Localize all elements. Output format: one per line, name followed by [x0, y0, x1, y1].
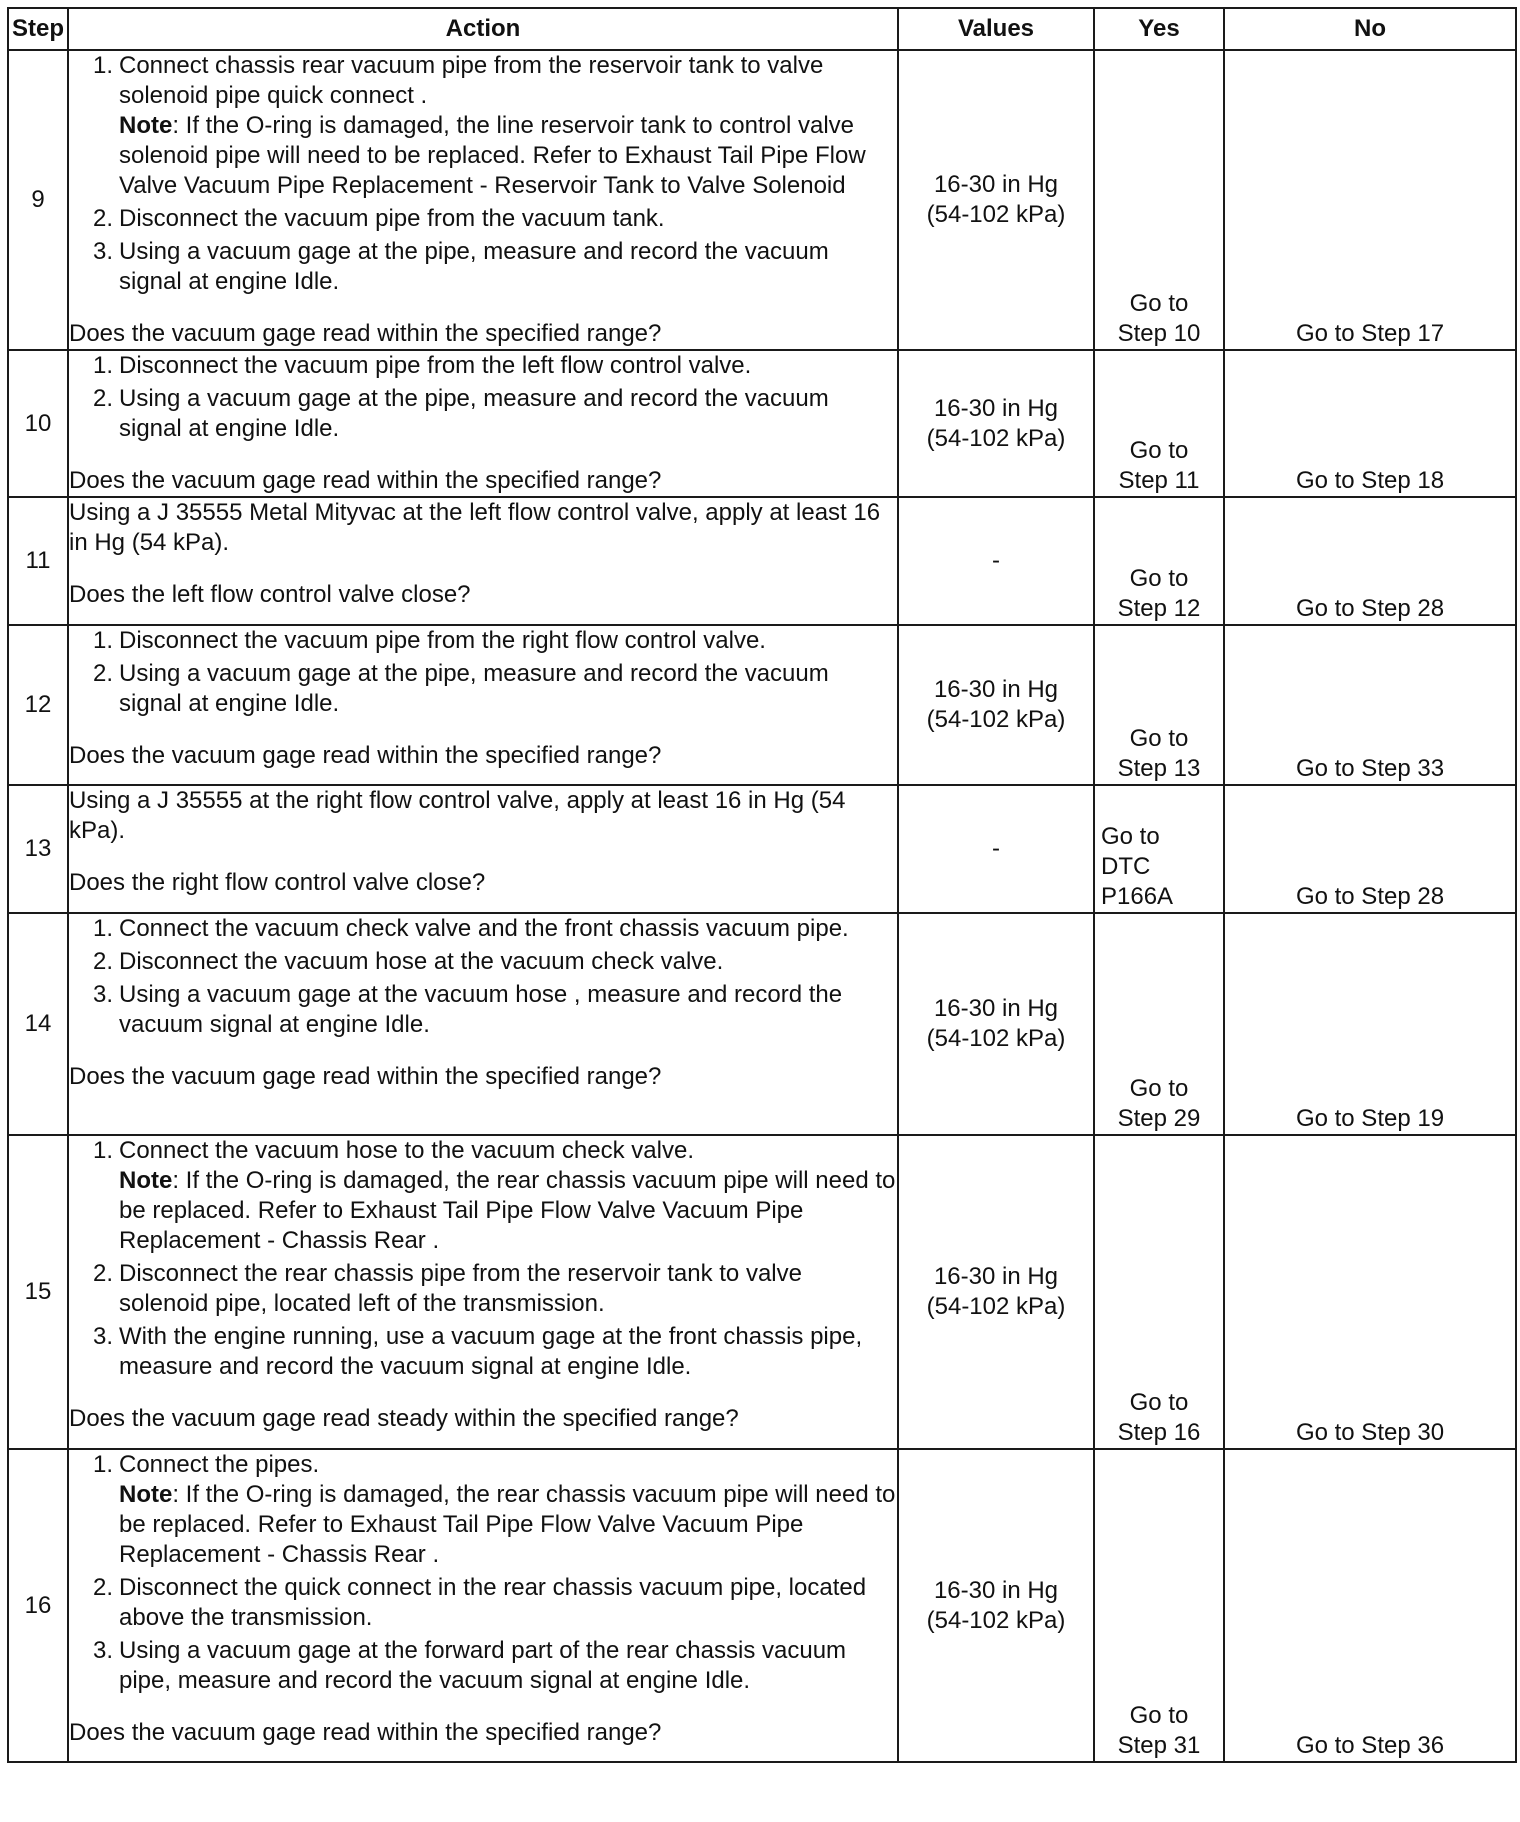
item-number: 1. — [92, 627, 113, 654]
note — [119, 1480, 897, 1570]
question: Does the vacuum gage read steady within the specified range? — [69, 1405, 739, 1432]
values-cell — [898, 913, 1094, 1135]
action-list — [69, 1136, 897, 1382]
action-item — [69, 914, 897, 944]
action-cell — [68, 350, 898, 497]
question: Does the vacuum gage read within the specified range? — [69, 467, 662, 494]
table-row-step-12 — [8, 625, 1516, 785]
no-cell: Go to Step 30 — [1224, 1135, 1516, 1449]
value-range: - — [992, 547, 1000, 574]
header-values: Values — [898, 8, 1094, 50]
action-item — [69, 1450, 897, 1570]
item-number: 1. — [92, 52, 113, 79]
table-row-step-16 — [8, 1449, 1516, 1762]
item-number: 2. — [92, 385, 113, 412]
item-number: 1. — [92, 915, 113, 942]
no-cell: Go to Step 28 — [1224, 497, 1516, 625]
yes-target: Step 11 — [1118, 467, 1200, 494]
question: Does the left flow control valve close? — [69, 581, 471, 608]
action-item — [69, 1322, 897, 1382]
step-number: 10 — [8, 350, 68, 497]
item-number: 1. — [92, 352, 113, 379]
table-row-step-10 — [8, 350, 1516, 497]
table-row-step-14 — [8, 913, 1516, 1135]
yes-target-code: P166A — [1101, 883, 1174, 910]
step-number: 16 — [8, 1449, 68, 1762]
action-item — [69, 51, 897, 201]
step-number: 9 — [8, 50, 68, 350]
item-number: 2. — [92, 205, 113, 232]
action-cell — [68, 497, 898, 625]
item-text: Connect the vacuum hose to the vacuum check valve. — [119, 1137, 694, 1164]
action-list — [69, 626, 897, 719]
yes-goto: Go to — [1129, 1389, 1189, 1416]
diagnostic-steps-table — [7, 7, 1517, 1763]
action-item — [69, 1636, 897, 1696]
item-text: Using a vacuum gage at the pipe, measure and record the vacuum signal at engine Idle. — [119, 238, 829, 295]
action-item — [69, 980, 897, 1040]
value-range-metric: (54-102 kPa) — [926, 1293, 1066, 1320]
header-action: Action — [68, 8, 898, 50]
value-range-metric: (54-102 kPa) — [926, 1606, 1066, 1634]
question: Does the vacuum gage read within the specified range? — [69, 1719, 662, 1746]
values-cell — [898, 1449, 1094, 1762]
note-label: Note — [119, 112, 173, 139]
no-cell: Go to Step 33 — [1224, 625, 1516, 785]
item-number: 3. — [92, 981, 113, 1008]
action-text: Using a J 35555 at the right flow control valve, apply at least 16 in Hg (54 kPa). — [69, 787, 846, 844]
no-cell: Go to Step 18 — [1224, 350, 1516, 497]
note-text: : If the O-ring is damaged, the line reservoir tank to control valve solenoid pipe will need to be replaced. Refer to Exhaust Tail Pipe Flow Valve Vacuum Pipe Replacement - Reservoir Tank to Valve Solenoid — [119, 112, 866, 199]
action-item — [69, 947, 897, 977]
yes-target: Step 10 — [1117, 320, 1201, 347]
values-cell — [898, 50, 1094, 350]
header-row — [8, 8, 1516, 50]
question: Does the vacuum gage read within the specified range? — [69, 1063, 662, 1090]
yes-goto: Go to — [1129, 290, 1189, 317]
item-text: Disconnect the vacuum pipe from the vacuum tank. — [119, 205, 665, 232]
item-text: Disconnect the rear chassis pipe from the reservoir tank to valve solenoid pipe, located left of the transmission. — [119, 1260, 802, 1317]
yes-cell — [1094, 50, 1224, 350]
value-range-metric: (54-102 kPa) — [926, 201, 1066, 228]
value-range-metric: (54-102 kPa) — [926, 424, 1066, 452]
note-text: : If the O-ring is damaged, the rear chassis vacuum pipe will need to be replaced. Refer to Exhaust Tail Pipe Flow Valve Vacuum Pipe Replacement - Chassis Rear . — [119, 1481, 896, 1568]
value-range: - — [992, 835, 1000, 862]
yes-target: Step 16 — [1117, 1419, 1201, 1446]
values-cell — [898, 625, 1094, 785]
item-number: 3. — [92, 1637, 113, 1664]
header-step: Step — [8, 8, 68, 50]
note — [119, 111, 897, 201]
item-number: 2. — [92, 1260, 113, 1287]
action-cell — [68, 625, 898, 785]
header-yes: Yes — [1094, 8, 1224, 50]
item-number: 3. — [92, 1323, 113, 1350]
item-text: Connect chassis rear vacuum pipe from the reservoir tank to valve solenoid pipe quick connect . — [119, 52, 824, 109]
item-text: Disconnect the vacuum pipe from the left flow control valve. — [119, 352, 752, 379]
question: Does the vacuum gage read within the specified range? — [69, 742, 662, 769]
action-item — [69, 384, 897, 444]
action-list — [69, 51, 897, 297]
no-cell: Go to Step 36 — [1224, 1449, 1516, 1762]
item-text: Using a vacuum gage at the forward part of the rear chassis vacuum pipe, measure and record the vacuum signal at engine Idle. — [119, 1637, 847, 1694]
item-text: Using a vacuum gage at the vacuum hose , measure and record the vacuum signal at engine Idle. — [119, 981, 843, 1038]
action-list — [69, 351, 897, 444]
value-range: 16-30 in Hg — [933, 676, 1059, 703]
action-cell — [68, 50, 898, 350]
yes-cell — [1094, 350, 1224, 497]
value-range: 16-30 in Hg — [933, 995, 1059, 1022]
table-row-step-9 — [8, 50, 1516, 350]
yes-goto: Go to — [1129, 725, 1189, 752]
action-item — [69, 1259, 897, 1319]
values-cell — [898, 497, 1094, 625]
item-number: 2. — [92, 1574, 113, 1601]
yes-cell — [1094, 497, 1224, 625]
step-number: 14 — [8, 913, 68, 1135]
no-cell: Go to Step 28 — [1224, 785, 1516, 913]
value-range-metric: (54-102 kPa) — [926, 706, 1066, 733]
yes-cell — [1094, 785, 1224, 913]
item-text: Disconnect the vacuum hose at the vacuum check valve. — [119, 948, 724, 975]
step-number: 13 — [8, 785, 68, 913]
yes-target: Step 12 — [1117, 595, 1201, 622]
action-item — [69, 237, 897, 297]
note-label: Note — [119, 1167, 173, 1194]
table-row-step-11 — [8, 497, 1516, 625]
item-number: 2. — [92, 948, 113, 975]
yes-target: Step 31 — [1117, 1732, 1201, 1759]
note — [119, 1166, 897, 1256]
item-text: Connect the vacuum check valve and the front chassis vacuum pipe. — [119, 915, 849, 942]
item-text: Connect the pipes. — [119, 1451, 320, 1478]
step-number: 11 — [8, 497, 68, 625]
action-cell — [68, 913, 898, 1135]
step-number: 12 — [8, 625, 68, 785]
action-item — [69, 351, 897, 381]
action-cell — [68, 785, 898, 913]
yes-goto: Go to — [1101, 823, 1160, 850]
no-cell: Go to Step 17 — [1224, 50, 1516, 350]
table-row-step-15 — [8, 1135, 1516, 1449]
yes-target: DTC — [1101, 853, 1151, 880]
value-range: 16-30 in Hg — [933, 394, 1059, 422]
table-row-step-13 — [8, 785, 1516, 913]
values-cell — [898, 785, 1094, 913]
note-text: : If the O-ring is damaged, the rear chassis vacuum pipe will need to be replaced. Refer to Exhaust Tail Pipe Flow Valve Vacuum Pipe Replacement - Chassis Rear . — [119, 1167, 896, 1254]
item-number: 2. — [92, 660, 113, 687]
yes-goto: Go to — [1129, 437, 1189, 464]
action-text: Using a J 35555 Metal Mityvac at the left flow control valve, apply at least 16 in Hg (54 kPa). — [69, 499, 881, 556]
values-cell — [898, 350, 1094, 497]
item-text: Disconnect the vacuum pipe from the right flow control valve. — [119, 627, 766, 654]
yes-cell — [1094, 1135, 1224, 1449]
values-cell — [898, 1135, 1094, 1449]
action-item — [69, 626, 897, 656]
item-number: 3. — [92, 238, 113, 265]
question: Does the right flow control valve close? — [69, 869, 486, 896]
value-range: 16-30 in Hg — [933, 1263, 1059, 1290]
header-no: No — [1224, 8, 1516, 50]
action-item — [69, 659, 897, 719]
item-text: Using a vacuum gage at the pipe, measure and record the vacuum signal at engine Idle. — [119, 385, 829, 442]
value-range: 16-30 in Hg — [933, 171, 1059, 198]
action-list — [69, 914, 897, 1040]
no-cell: Go to Step 19 — [1224, 913, 1516, 1135]
note-label: Note — [119, 1481, 173, 1508]
step-number: 15 — [8, 1135, 68, 1449]
item-text: Using a vacuum gage at the pipe, measure and record the vacuum signal at engine Idle. — [119, 660, 829, 717]
yes-goto: Go to — [1129, 1075, 1189, 1102]
item-number: 1. — [92, 1451, 113, 1478]
action-item — [69, 1136, 897, 1256]
action-item — [69, 1573, 897, 1633]
value-range: 16-30 in Hg — [933, 1576, 1059, 1604]
action-cell — [68, 1449, 898, 1762]
yes-cell — [1094, 913, 1224, 1135]
action-list — [69, 1450, 897, 1696]
action-item — [69, 204, 897, 234]
yes-target: Step 13 — [1117, 755, 1201, 782]
item-number: 1. — [92, 1137, 113, 1164]
question: Does the vacuum gage read within the specified range? — [69, 320, 662, 347]
yes-cell — [1094, 1449, 1224, 1762]
action-cell — [68, 1135, 898, 1449]
yes-target: Step 29 — [1117, 1105, 1201, 1132]
value-range-metric: (54-102 kPa) — [926, 1025, 1066, 1052]
yes-goto: Go to — [1129, 565, 1189, 592]
item-text: With the engine running, use a vacuum gage at the front chassis pipe, measure and record the vacuum signal at engine Idle. — [119, 1323, 863, 1380]
yes-cell — [1094, 625, 1224, 785]
diagnostic-table-page — [7, 7, 1515, 1817]
item-text: Disconnect the quick connect in the rear chassis vacuum pipe, located above the transmission. — [119, 1574, 867, 1631]
yes-goto: Go to — [1129, 1702, 1189, 1729]
